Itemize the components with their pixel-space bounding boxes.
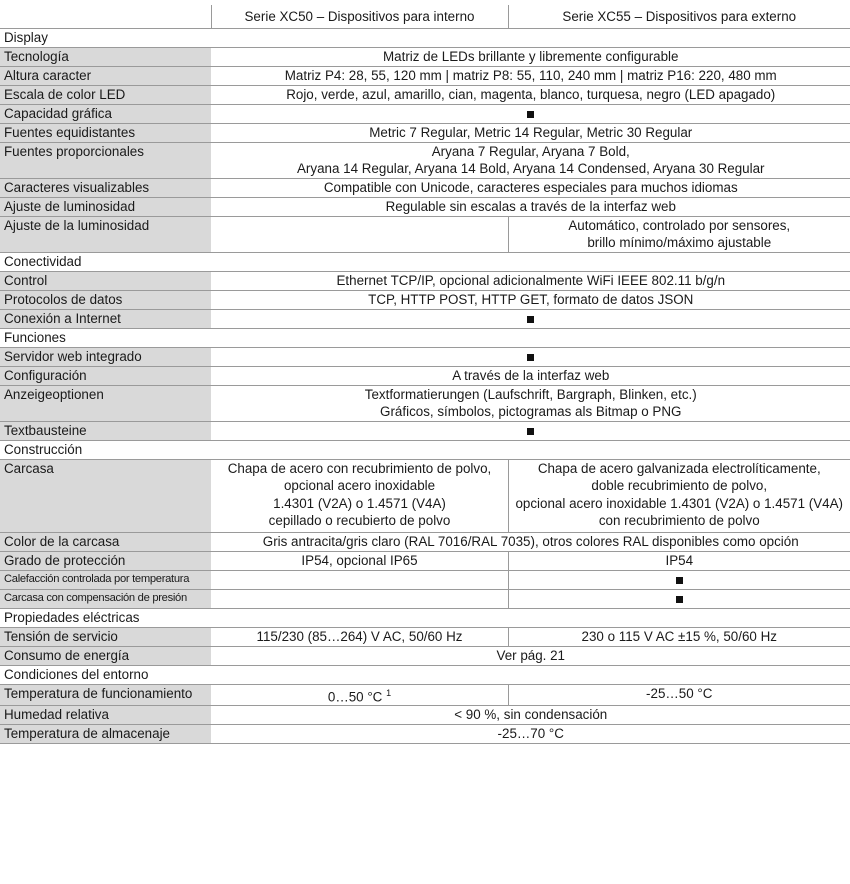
- value-line: cepillado o recubierto de polvo: [268, 513, 451, 528]
- table-row: [0, 309, 850, 328]
- row-value: < 90 %, sin condensación: [211, 706, 850, 725]
- row-label: Ajuste de luminosidad: [0, 197, 211, 216]
- value-line: Aryana 14 Regular, Aryana 14 Bold, Aryana 14 Condensed, Aryana 30 Regular: [297, 161, 765, 176]
- row-value-xc55: [508, 589, 850, 608]
- row-label: Fuentes equidistantes: [0, 123, 211, 142]
- header-row: [0, 5, 850, 28]
- table-row: [0, 385, 850, 421]
- row-value: Gris antracita/gris claro (RAL 7016/RAL 7035), otros colores RAL disponibles como opción: [211, 532, 850, 551]
- section-display: Display: [0, 28, 850, 47]
- row-label: Anzeigeoptionen: [0, 385, 211, 421]
- row-label: Carcasa con compensación de presión: [0, 589, 211, 608]
- row-label: Caracteres visualizables: [0, 178, 211, 197]
- row-value-xc55: [508, 216, 850, 252]
- table-row: [0, 725, 850, 744]
- value-line: con recubrimiento de polvo: [598, 513, 760, 528]
- row-label: Configuración: [0, 366, 211, 385]
- included-square-icon: [527, 316, 534, 323]
- row-label: Humedad relativa: [0, 706, 211, 725]
- header-xc50: Serie XC50 – Dispositivos para interno: [211, 5, 508, 28]
- table-row: [0, 627, 850, 646]
- row-value-xc55: 230 o 115 V AC ±15 %, 50/60 Hz: [508, 627, 850, 646]
- section-row: [0, 252, 850, 271]
- table-row: [0, 104, 850, 123]
- header-blank-cell: [0, 5, 211, 28]
- table-row: [0, 123, 850, 142]
- row-value: [211, 104, 850, 123]
- section-entorno: Condiciones del entorno: [0, 665, 850, 684]
- section-row: [0, 328, 850, 347]
- table-row: [0, 216, 850, 252]
- table-row: [0, 85, 850, 104]
- row-value: Metric 7 Regular, Metric 14 Regular, Metric 30 Regular: [211, 123, 850, 142]
- row-value: -25…70 °C: [211, 725, 850, 744]
- footnote-marker: 1: [386, 687, 392, 698]
- spec-table: [0, 5, 850, 744]
- row-label: Grado de protección: [0, 551, 211, 570]
- section-row: [0, 608, 850, 627]
- row-label: Carcasa: [0, 459, 211, 532]
- row-label: Altura caracter: [0, 66, 211, 85]
- row-value-xc55: [508, 459, 850, 532]
- value-line: Textformatierungen (Laufschrift, Bargraph, Blinken, etc.): [364, 386, 697, 402]
- value-line: opcional acero inoxidable 1.4301 (V2A) o 1.4571 (V4A): [515, 495, 844, 511]
- section-row: [0, 440, 850, 459]
- table-row: [0, 551, 850, 570]
- value-line: Chapa de acero galvanizada electrolíticamente,: [537, 460, 821, 476]
- row-value: [211, 421, 850, 440]
- row-label: Control: [0, 271, 211, 290]
- table-row: [0, 142, 850, 178]
- row-label: Servidor web integrado: [0, 347, 211, 366]
- table-row: [0, 570, 850, 589]
- value-line: Chapa de acero con recubrimiento de polvo,: [227, 460, 492, 476]
- value-line: brillo mínimo/máximo ajustable: [587, 235, 772, 250]
- table-row: [0, 459, 850, 532]
- row-label: Temperatura de almacenaje: [0, 725, 211, 744]
- row-value: [211, 385, 850, 421]
- row-value: A través de la interfaz web: [211, 366, 850, 385]
- row-label: Ajuste de la luminosidad: [0, 216, 211, 252]
- value-text: 0…50 °C: [327, 688, 383, 704]
- table-row: [0, 47, 850, 66]
- row-label: Capacidad gráfica: [0, 104, 211, 123]
- table-row: [0, 347, 850, 366]
- row-label: Escala de color LED: [0, 85, 211, 104]
- row-value-xc50: IP54, opcional IP65: [211, 551, 508, 570]
- row-value-xc55: IP54: [508, 551, 850, 570]
- value-line: Gráficos, símbolos, pictogramas als Bitmap o PNG: [380, 404, 682, 419]
- row-value: Matriz P4: 28, 55, 120 mm | matriz P8: 55, 110, 240 mm | matriz P16: 220, 480 mm: [211, 66, 850, 85]
- row-label: Protocolos de datos: [0, 290, 211, 309]
- row-value-xc55: [508, 570, 850, 589]
- row-value-xc55: -25…50 °C: [508, 684, 850, 706]
- table-row: [0, 646, 850, 665]
- section-conectividad: Conectividad: [0, 252, 850, 271]
- value-line: Automático, controlado por sensores,: [568, 217, 791, 233]
- table-row: [0, 589, 850, 608]
- header-xc55: Serie XC55 – Dispositivos para externo: [508, 5, 850, 28]
- table-row: [0, 197, 850, 216]
- value-line: 1.4301 (V2A) o 1.4571 (V4A): [273, 495, 446, 511]
- included-square-icon: [527, 354, 534, 361]
- row-label: Color de la carcasa: [0, 532, 211, 551]
- value-line: doble recubrimiento de polvo,: [591, 478, 768, 493]
- row-value-xc50: [211, 684, 508, 706]
- row-value-xc50: [211, 589, 508, 608]
- table-row: [0, 66, 850, 85]
- table-row: [0, 706, 850, 725]
- row-value: Rojo, verde, azul, amarillo, cian, magenta, blanco, turquesa, negro (LED apagado): [211, 85, 850, 104]
- table-row: [0, 271, 850, 290]
- row-label: Fuentes proporcionales: [0, 142, 211, 178]
- row-value: [211, 309, 850, 328]
- section-row: [0, 28, 850, 47]
- row-value: Matriz de LEDs brillante y libremente configurable: [211, 47, 850, 66]
- table-row: [0, 421, 850, 440]
- row-label: Consumo de energía: [0, 646, 211, 665]
- value-line: opcional acero inoxidable: [283, 478, 436, 493]
- row-value: Ethernet TCP/IP, opcional adicionalmente WiFi IEEE 802.11 b/g/n: [211, 271, 850, 290]
- row-label: Temperatura de funcionamiento: [0, 684, 211, 706]
- table-row: [0, 178, 850, 197]
- included-square-icon: [676, 577, 683, 584]
- section-construccion: Construcción: [0, 440, 850, 459]
- value-line: Aryana 7 Regular, Aryana 7 Bold,: [431, 143, 630, 159]
- included-square-icon: [527, 428, 534, 435]
- row-label: Calefacción controlada por temperatura: [0, 570, 211, 589]
- included-square-icon: [676, 596, 683, 603]
- row-value: Regulable sin escalas a través de la interfaz web: [211, 197, 850, 216]
- row-value: TCP, HTTP POST, HTTP GET, formato de datos JSON: [211, 290, 850, 309]
- table-row: [0, 290, 850, 309]
- row-value: [211, 142, 850, 178]
- row-value: Ver pág. 21: [211, 646, 850, 665]
- row-value: Compatible con Unicode, caracteres especiales para muchos idiomas: [211, 178, 850, 197]
- table-row: [0, 532, 850, 551]
- section-electricas: Propiedades eléctricas: [0, 608, 850, 627]
- section-row: [0, 665, 850, 684]
- included-square-icon: [527, 111, 534, 118]
- row-label: Textbausteine: [0, 421, 211, 440]
- row-value-xc50: [211, 216, 508, 252]
- row-label: Tecnología: [0, 47, 211, 66]
- section-funciones: Funciones: [0, 328, 850, 347]
- table-row: [0, 684, 850, 706]
- row-value-xc50: 115/230 (85…264) V AC, 50/60 Hz: [211, 627, 508, 646]
- row-value-xc50: [211, 459, 508, 532]
- row-label: Tensión de servicio: [0, 627, 211, 646]
- table-row: [0, 366, 850, 385]
- row-label: Conexión a Internet: [0, 309, 211, 328]
- row-value: [211, 347, 850, 366]
- row-value-xc50: [211, 570, 508, 589]
